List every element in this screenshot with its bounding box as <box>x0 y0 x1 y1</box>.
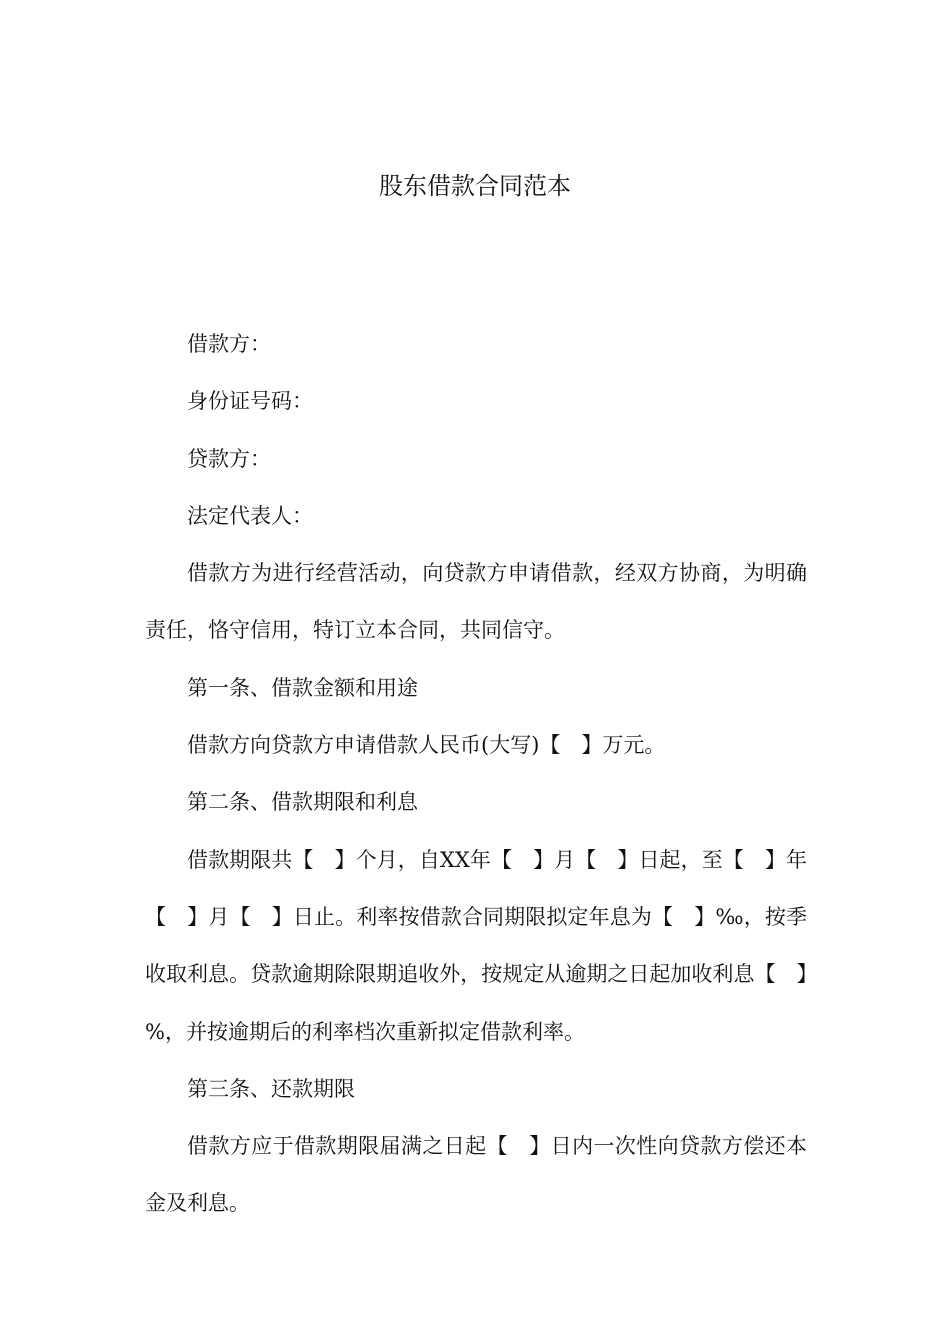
article-2-body: 借款期限共【 】个月，自XX年【 】月【 】日起，至【 】年【 】月【 】日止。利率按借款合同期限拟定年息为【 】‰，按季收取利息。贷款逾期除限期追收外，按规定从逾期之日起加收利息【 】%，并按逾期后的利率档次重新拟定借款利率。 <box>145 847 807 1044</box>
article-1-heading: 第一条、借款金额和用途 <box>187 675 418 700</box>
article-3-body: 借款方应于借款期限届满之日起【 】日内一次性向贷款方偿还本金及利息。 <box>145 1134 807 1216</box>
paragraph-lender: 贷款方： <box>187 446 271 471</box>
article-1-body: 借款方向贷款方申请借款人民币(大写)【 】万元。 <box>187 733 666 758</box>
document-body <box>145 316 807 1233</box>
document-title: 股东借款合同范本 <box>379 172 571 200</box>
paragraph-preamble: 借款方为进行经营活动，向贷款方申请借款，经双方协商，为明确责任，恪守信用，特订立本合同，共同信守。 <box>145 561 807 643</box>
paragraph-legal-representative: 法定代表人： <box>187 503 313 528</box>
article-2-heading: 第二条、借款期限和利息 <box>187 790 418 815</box>
article-3-heading: 第三条、还款期限 <box>187 1076 355 1101</box>
paragraph-id-number: 身份证号码： <box>187 389 313 414</box>
paragraph-borrower: 借款方： <box>187 332 271 356</box>
